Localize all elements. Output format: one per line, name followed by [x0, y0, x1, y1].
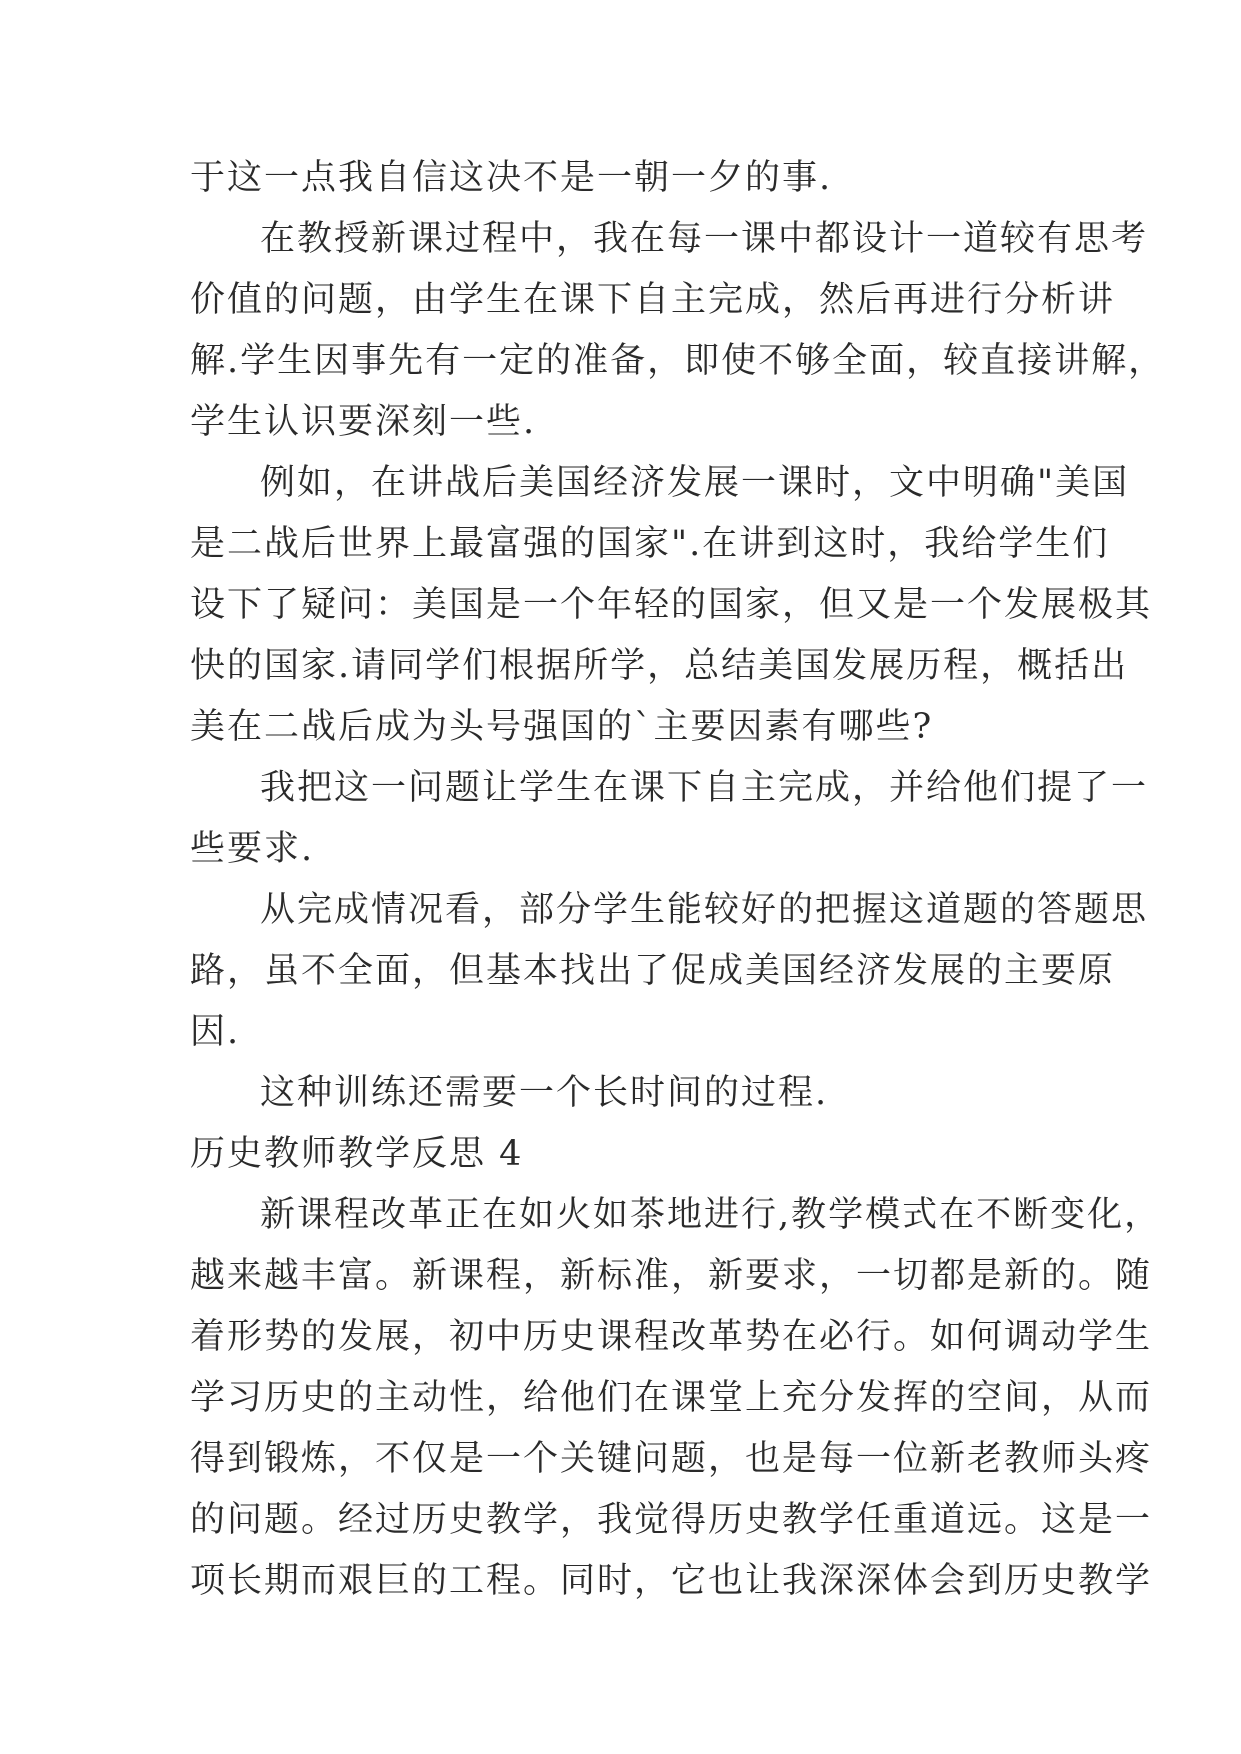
- text-line: 些要求.: [190, 829, 315, 869]
- text-line: 快的国家.请同学们根据所学，总结美国发展历程，概括出: [190, 646, 1129, 686]
- text-line: 学习历史的主动性，给他们在课堂上充分发挥的空间，从而: [190, 1378, 1153, 1418]
- paragraph-start-line: 例如，在讲战后美国经济发展一课时，文中明确"美国: [260, 463, 1130, 503]
- paragraph-start-line: 这种训练还需要一个长时间的过程.: [260, 1073, 829, 1113]
- paragraph-start-line: 在教授新课过程中，我在每一课中都设计一道较有思考: [260, 219, 1149, 259]
- text-line: 解.学生因事先有一定的准备，即使不够全面，较直接讲解，: [190, 341, 1166, 381]
- text-line: 价值的问题，由学生在课下自主完成，然后再进行分析讲: [190, 280, 1116, 320]
- text-line: 的问题。经过历史教学，我觉得历史教学任重道远。这是一: [190, 1500, 1153, 1540]
- paragraph-start-line: 从完成情况看，部分学生能较好的把握这道题的答题思: [260, 890, 1149, 930]
- text-line: 是二战后世界上最富强的国家".在讲到这时，我给学生们: [190, 524, 1110, 564]
- text-line: 着形势的发展，初中历史课程改革势在必行。如何调动学生: [190, 1317, 1153, 1357]
- text-line: 项长期而艰巨的工程。同时，它也让我深深体会到历史教学: [190, 1561, 1153, 1601]
- section-heading: 历史教师教学反思 4: [190, 1134, 524, 1174]
- text-line: 路，虽不全面，但基本找出了促成美国经济发展的主要原: [190, 951, 1116, 991]
- paragraph-start-line: 新课程改革正在如火如茶地进行,教学模式在不断变化，: [260, 1195, 1162, 1235]
- text-line: 于这一点我自信这决不是一朝一夕的事.: [190, 158, 833, 198]
- document-body: [190, 148, 1166, 1612]
- text-line: 设下了疑问：美国是一个年轻的国家，但又是一个发展极其: [190, 585, 1153, 625]
- text-line: 因.: [190, 1012, 241, 1052]
- text-line: 美在二战后成为头号强国的`主要因素有哪些?: [190, 707, 934, 747]
- text-line: 得到锻炼，不仅是一个关键问题，也是每一位新老教师头疼: [190, 1439, 1153, 1479]
- text-line: 越来越丰富。新课程，新标准，新要求，一切都是新的。随: [190, 1256, 1153, 1296]
- text-line: 学生认识要深刻一些.: [190, 402, 537, 442]
- paragraph-start-line: 我把这一问题让学生在课下自主完成，并给他们提了一: [260, 768, 1149, 808]
